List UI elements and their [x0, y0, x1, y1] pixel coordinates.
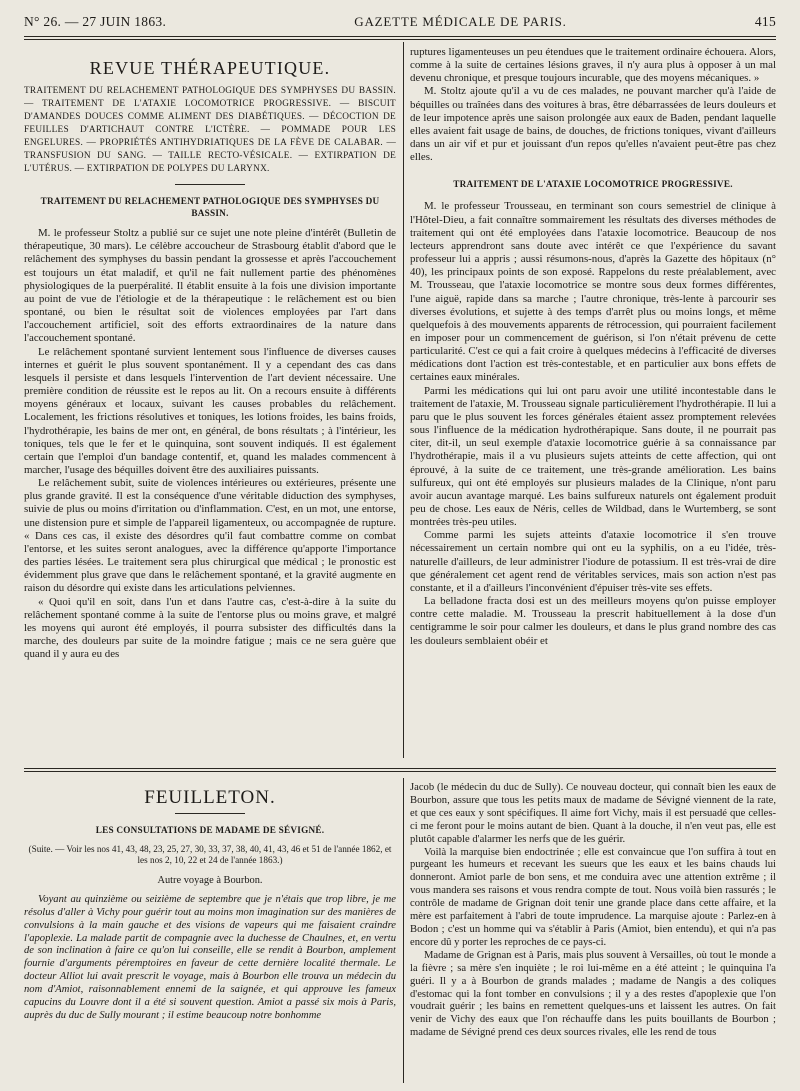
feuilleton-left-column [24, 782, 396, 1082]
right-column [410, 46, 776, 758]
feuilleton-rule-double [24, 771, 776, 772]
section-divider [175, 184, 245, 185]
article1-paragraph: Le relâchement spontané survient lentement sous l'influence de diverses causes internes et guérit le plus souvent spontanément. Il y a cependant des cas dans lesquels il persiste et dans lesquels l'intervention de l'art devient nécessaire. Une première condition de réussite est le repos au lit. On a recours ensuite à différents moyens généraux et locaux, suivant les causes probables du relâchement. Localement, les frictions résolutives et toniques, les lotions froides, les bains froids, l'hydrothérapie, les bains de mer ont, en général, de bons résultats ; à l'intérieur, les toniques, tels que le fer et le quinquina, sont souvent indiqués. Il est également certain que l'emploi d'un bandage contentif, et, quand les malades commencent à marcher, l'usage des béquilles doivent être des auxiliaires puissants. [24, 345, 396, 476]
article2-paragraph: Comme parmi les sujets atteints d'ataxie locomotrice il s'en trouve nécessairement un certain nombre qui ont eu la syphilis, on a eu l'idée, très-naturelle d'ailleurs, de leur administrer l'iodure de potassium. Il est très-vrai de dire que généralement cet agent rend de véritables services, mais son action n'est pas constante, et il a d'ailleurs l'inconvénient d'épuiser très-vite ses effets. [410, 529, 776, 594]
revue-summary: TRAITEMENT DU RELACHEMENT PATHOLOGIQUE DES SYMPHYSES DU BASSIN. — TRAITEMENT DE L'ATAXIE LOCOMOTRICE PROGRESSIVE. — BISCUIT D'AMANDES DOUCES COMME ALIMENT DES DIABÉTIQUES. — DÉCOCTION DE FEUILLES D'ARTICHAUT CONTRE L'ICTÈRE. — POMMADE POUR LES ENGELURES. — PROPRIÉTÉS ANTIHYDRIATIQUES DE LA FÈVE DE CALABAR. — TRANSFUSION DU SANG. — TAILLE RECTO-VÉSICALE. — EXTIRPATION DE L'UTÉRUS. — EXTIRPATION DE POLYPES DU LARYNX. [24, 86, 396, 175]
feuilleton-title: FEUILLETON. [144, 787, 276, 808]
column-divider [403, 42, 404, 758]
article1-paragraph: « Quoi qu'il en soit, dans l'un et dans l'autre cas, c'est-à-dire à la suite du relâchement spontané comme à la suite de l'entorse plus ou moins grave, et malgré les moyens qui auront été employés, il pourra subsister des difficultés dans la marche, des douleurs par suite de la moindre fatigue ; mais ce ne sera guère que quand il y aura eu des [24, 595, 396, 661]
article1-title: TRAITEMENT DU RELACHEMENT PATHOLOGIQUE DES SYMPHYSES DU BASSIN. [40, 196, 380, 219]
article1-paragraph: M. le professeur Stoltz a publié sur ce sujet une note pleine d'intérêt (Bulletin de thérapeutique, 30 mars). Le célèbre accoucheur de Strasbourg établit d'abord que le relâchement des symphyses du bassin pendant la grossesse et après l'accouchement est toujours un état maladif, et qu'il ne fait nullement partie des phénomènes physiologiques de la puerpéralité. Il établit ensuite à la fois une division importante au point de vue de l'étiologie et de la thérapeutique : le relâchement est ou bien spontané, ou bien le résultat soit de violences employées par l'art dans l'accouchement artificiel, soit des efforts extraordinaires de la nature dans l'accouchement spontané. [24, 227, 396, 345]
feuilleton-column-divider [403, 778, 404, 1083]
article1-paragraph: M. Stoltz ajoute qu'il a vu de ces malades, ne pouvant marcher qu'à l'aide de béquilles ou traînées dans des voitures à bras, être débarrassées de leurs douleurs et de leur impotence après une saison prolongée aux eaux de Baden, pendant laquelle elles avaient fait usage de bains, de douches, de frictions toniques, vivant d'ailleurs dans un air vif et pur et jouissant d'un repos qu'elles n'avaient peut-être pas chez elles. [410, 85, 776, 164]
feuilleton-paragraph: Voyant au quinzième ou seizième de septembre que je n'étais que trop libre, je me résolus d'aller à Vichy pour guérir tout au moins mon imagination sur des manières de convulsions à la main gauche et des visions de vapeurs qui me faisaient craindre l'apoplexie. La malade partit de compagnie avec la duchesse de Chaulnes, et, en vertu de son inclination à faire ce qu'on lui conseille, elle se rendit à Bourbon, amplement fournie d'arguments péremptoires en faveur de cette dernière localité thermale. Le docteur Alliot lui avait prescrit le voyage, mais à Bourbon elle trouva un médecin du nom d'Amiot, raisonnablement ennemi de la saignée, et qui approuve les fameux capucins du Louvre dont il a été si souvent question. Amiot a passé six mois à Paris, auprès du duc de Sully mourant ; il estime beaucoup notre bonhomme [24, 893, 396, 1021]
header-rule [24, 36, 776, 37]
article2-paragraph: La belladone fracta dosi est un des meilleurs moyens qu'on puisse employer contre cette maladie. M. Trousseau la prescrit habituellement à la dose d'un centigramme le soir pour calmer les douleurs, et dans le plus grand nombre des cas les douleurs semblaient obéir et [410, 595, 776, 647]
feuilleton-paragraph: Madame de Grignan est à Paris, mais plus souvent à Versailles, où tout le monde a la fièvre ; sa mère s'en inquiète ; le roi lui-même en a été atteint ; le quinquina l'a guéri. Il y a à Bourbon de grands malades ; madame de Nangis a des coliques d'estomac qui la font tomber en convulsions ; il y a des restes d'apoplexie que l'on voudrait guérir ; les bains en remettent quelques-uns et laissent les autres. On fait venir de Vichy des eaux que l'on réchauffe dans les puits bouillants de Bourbon ; madame de Sévigné prend ces deux sources rivales, elle les rend de tous [410, 949, 776, 1039]
feuilleton-paragraph: Voilà la marquise bien endoctrinée ; elle est convaincue que l'on suffira à tout en purgeant les humeurs et recevant les sueurs que les eaux et les bains chauds lui donneront. Amiot parle de bon sens, et me conduira avec une attention extrême ; il vous mandera ses raisons et vous rendra compte de tout. Nous voilà bien rassurés ; le contrôle de madame de Grignan doit tenir une grande place dans cette affaire, et la mère est parfaitement à l'abri de toute imprudence. La marquise ajoute : Parlez-en à Bodon ; c'est un homme qui va s'établir à Paris (Amiot, bien entendu), et qui n'a pas encore dû y porter les reproches de ce pays-ci. [410, 846, 776, 948]
article1-continued: ruptures ligamenteuses un peu étendues que le traitement ordinaire échouera. Alors, comme à la suite de certaines lésions graves, il n'y aura plus à opposer à un mal devenu chronique, et presque toujours incurable, que des moyens mécaniques. » [410, 46, 776, 85]
page-header [24, 14, 776, 36]
feuilleton-right-column [410, 782, 776, 1082]
feuilleton-subtitle: LES CONSULTATIONS DE MADAME DE SÉVIGNÉ. [95, 824, 325, 835]
header-rule-double [24, 39, 776, 40]
feuilleton-section-heading: Autre voyage à Bourbon. [157, 874, 263, 886]
feuilleton-paragraph: Jacob (le médecin du duc de Sully). Ce nouveau docteur, qui connaît bien les eaux de Bourbon, assure que tous les petits maux de madame de Sévigné viennent de la rate, et que ces eaux y sont spécifiques. Il aime fort Vichy, mais il est persuadé que celles-ci me feront pour le moins autant de bien. Quant à la douche, il n'en veut pas, elle est plutôt capable d'alarmer les nerfs que de les guérir. [410, 782, 776, 845]
article2-paragraph: M. le professeur Trousseau, en terminant son cours semestriel de clinique à l'Hôtel-Dieu, a fait connaître sommairement les résultats des diverses méthodes de traitement qui ont été employées dans l'ataxie locomotrice. Beaucoup de nos lecteurs apprendront sans doute avec intérêt ce que l'expérience du savant professeur lui a appris ; aussi résumons-nous, d'après la Gazette des hôpitaux (n° 40), les principaux points de son exposé. Rappelons du reste préalablement, avec M. Trousseau, que l'ataxie locomotrice se montre sous deux formes différentes, l'une aiguë, rapide dans sa marche ; l'autre chronique, très-lente à parcourir ses diverses évolutions, et sujette à des temps d'arrêt plus ou moins longs, et même quelquefois à des mouvements apparents de rétrocession, qui pourraient facilement en imposer pour un commencement de guérison, si l'on n'était prévenu de cette particularité. C'est ce qui a fait croire à quelques médecins à l'efficacité de diverses médications dont l'action est très-contestable, et en particulier aux bons effets de certaines eaux minérales. [410, 200, 776, 384]
feuilleton-suite-note: (Suite. — Voir les nos 41, 43, 48, 23, 25, 27, 30, 33, 37, 38, 40, 41, 43, 46 et 51 de l'année 1862, et les nos 2, 10, 22 et 24 de l'année 1863.) [28, 843, 392, 866]
journal-title: GAZETTE MÉDICALE DE PARIS. [354, 14, 567, 29]
left-column [24, 46, 396, 758]
revue-title: REVUE THÉRAPEUTIQUE. [89, 58, 331, 78]
article2-title: TRAITEMENT DE L'ATAXIE LOCOMOTRICE PROGRESSIVE. [453, 179, 733, 190]
page-number: 415 [754, 14, 776, 29]
article2-paragraph: Parmi les médications qui lui ont paru avoir une utilité incontestable dans le traitement de l'ataxie, M. Trousseau signale particulièrement l'hydrothérapie. Il lui a paru que le plus souvent les forces générales étaient assez promptement relevées sous l'influence de la médication hydrothérapique. Sans doute, il ne pourrait pas citer, dit-il, un seul exemple d'ataxie locomotrice guérie à sa connaissance par l'hydrothérapie, mais il a vu plusieurs sujets atteints de cette affection, qui ont éprouvé, à la suite de ce traitement, une très-grande amélioration. Les bains sulfureux, qui ont été employés sur plusieurs malades de la Clinique, n'ont paru avoir aucun avantage marqué. Les bains sulfureux naturels ont également produit peu de chose. Les eaux de Néris, celles de Wildbad, dans le Wurtemberg, se sont montrées très-peu utiles. [410, 384, 776, 529]
article1-paragraph: Le relâchement subit, suite de violences intérieures ou extérieures, présente une plus grande gravité. Il est la conséquence d'une véritable diduction des symphyses, suivie de plus ou moins d'irritation ou d'inflammation. C'est, en un mot, une entorse, une distension pure et simple de l'appareil ligamenteux, ou accompagnée de rupture. « Dans ces cas, il existe des désordres qu'il faut combattre comme on combat l'entorse, et les suites seront analogues, avec la différence qu'apporte l'importance des parties lésées. Le traitement sera plus chirurgical que médical ; le pronostic est évidemment plus grave que dans le relâchement spontané, et la gravité augmente en raison du désordre qui existe dans les articulations pelviennes. [24, 477, 396, 595]
issue-number: N° 26. — 27 JUIN 1863. [24, 14, 167, 29]
feuilleton-rule [24, 768, 776, 769]
feuilleton-divider [175, 813, 245, 814]
